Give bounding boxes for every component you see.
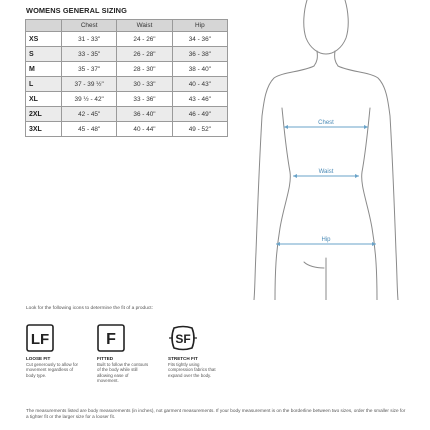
table-row bbox=[26, 62, 228, 77]
waist-cell: 33 - 36" bbox=[117, 92, 172, 107]
head-outline bbox=[304, 0, 348, 54]
size-table bbox=[25, 19, 228, 137]
size-cell: L bbox=[26, 77, 62, 92]
loose-fit-code: LF bbox=[30, 331, 50, 348]
fitted-icon bbox=[97, 324, 125, 352]
chest-label: Chest bbox=[318, 120, 334, 126]
fit-description: Cut generously to allow for movement regardless of body type. bbox=[26, 361, 78, 378]
arrow-right-icon bbox=[364, 125, 368, 129]
table-row bbox=[26, 77, 228, 92]
table-row bbox=[26, 32, 228, 47]
fit-guide-text: Look for the following icons to determine the fit of a product: bbox=[26, 306, 153, 311]
waist-cell: 30 - 33" bbox=[117, 77, 172, 92]
waist-label: Waist bbox=[318, 169, 334, 175]
fit-item-loose bbox=[26, 324, 96, 378]
size-cell: 3XL bbox=[26, 122, 62, 137]
hip-cell: 49 - 52" bbox=[172, 122, 227, 137]
header-hip: Hip bbox=[172, 20, 227, 32]
table-row bbox=[26, 92, 228, 107]
hip-label: Hip bbox=[321, 237, 331, 243]
torso-outline bbox=[362, 108, 377, 300]
torso-outline bbox=[275, 108, 290, 300]
leg-outline bbox=[304, 262, 324, 268]
header-chest: Chest bbox=[62, 20, 117, 32]
size-cell: XL bbox=[26, 92, 62, 107]
body-figure bbox=[244, 0, 430, 300]
hip-cell: 34 - 36" bbox=[172, 32, 227, 47]
hip-cell: 38 - 40" bbox=[172, 62, 227, 77]
size-cell: XS bbox=[26, 32, 62, 47]
loose-fit-icon bbox=[26, 324, 54, 352]
waist-cell: 36 - 40" bbox=[117, 107, 172, 122]
size-cell: M bbox=[26, 62, 62, 77]
neck-outline bbox=[314, 51, 317, 66]
chest-cell: 37 - 39 ½" bbox=[62, 77, 117, 92]
neck-outline bbox=[335, 51, 338, 66]
fit-description: Fits tightly using compression fabrics that expand over the body. bbox=[168, 361, 216, 378]
measurement-footnote: The measurements listed are body measurements (in inches), not garment measurements. If your body measurement is on the borderline between two sizes, order the smaller size for a tighter fit or the larger size for a looser fit. bbox=[26, 408, 406, 420]
hip-cell: 46 - 49" bbox=[172, 107, 227, 122]
size-cell: S bbox=[26, 47, 62, 62]
fit-title: STRETCH FIT bbox=[168, 356, 198, 361]
hip-cell: 40 - 43" bbox=[172, 77, 227, 92]
fit-title: FITTED bbox=[97, 356, 114, 361]
table-row bbox=[26, 122, 228, 137]
arrow-right-icon bbox=[355, 174, 359, 178]
arrow-left-icon bbox=[293, 174, 297, 178]
stretch-fit-code: SF bbox=[175, 332, 191, 346]
waist-cell: 28 - 30" bbox=[117, 62, 172, 77]
chest-cell: 42 - 45" bbox=[62, 107, 117, 122]
header-waist: Waist bbox=[117, 20, 172, 32]
chest-cell: 39 ½ - 42" bbox=[62, 92, 117, 107]
waist-cell: 26 - 28" bbox=[117, 47, 172, 62]
size-cell: 2XL bbox=[26, 107, 62, 122]
waist-cell: 24 - 26" bbox=[117, 32, 172, 47]
table-header-row bbox=[26, 20, 228, 32]
stretch-fit-icon bbox=[168, 324, 198, 352]
chest-cell: 35 - 37" bbox=[62, 62, 117, 77]
table-row bbox=[26, 107, 228, 122]
chest-cell: 31 - 33" bbox=[62, 32, 117, 47]
body-outline bbox=[254, 66, 314, 300]
table-row bbox=[26, 47, 228, 62]
body-outline bbox=[338, 66, 398, 300]
fit-item-fitted bbox=[97, 324, 167, 384]
hip-cell: 36 - 38" bbox=[172, 47, 227, 62]
waist-cell: 40 - 44" bbox=[117, 122, 172, 137]
chest-cell: 33 - 35" bbox=[62, 47, 117, 62]
fit-item-stretch bbox=[168, 324, 238, 378]
fit-description: Built to follow the contours of the body while still allowing ease of movement. bbox=[97, 361, 149, 383]
fitted-code: F bbox=[106, 331, 116, 348]
header-size bbox=[26, 20, 62, 32]
fit-title: LOOSE FIT bbox=[26, 356, 51, 361]
hip-cell: 43 - 46" bbox=[172, 92, 227, 107]
arrow-left-icon bbox=[284, 125, 288, 129]
chart-title: WOMENS GENERAL SIZING bbox=[26, 6, 127, 15]
chest-cell: 45 - 48" bbox=[62, 122, 117, 137]
